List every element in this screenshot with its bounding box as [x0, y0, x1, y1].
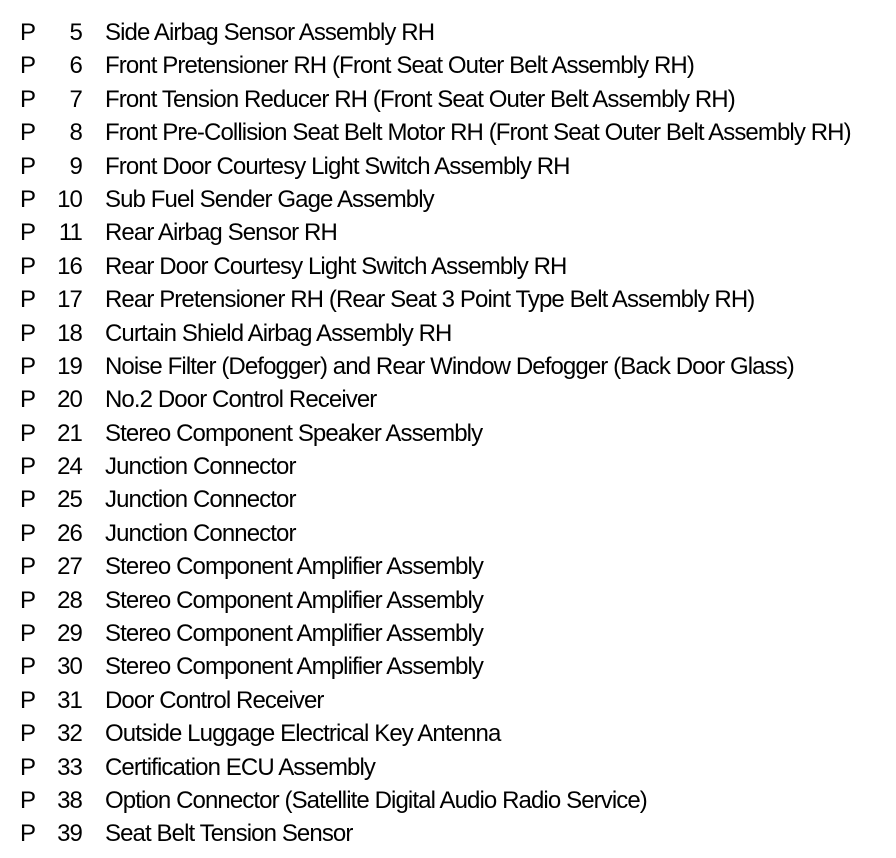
connector-code-letter: P	[20, 653, 36, 681]
component-name: Stereo Component Amplifier Assembly	[105, 620, 484, 648]
connector-code-number: 32	[57, 720, 82, 748]
list-item	[0, 550, 896, 583]
list-item	[0, 216, 896, 249]
connector-code-number: 28	[57, 586, 82, 614]
connector-code-number: 6	[69, 52, 82, 80]
connector-code-number: 11	[58, 219, 82, 247]
connector-code-letter: P	[20, 319, 36, 347]
connector-code-letter: P	[20, 486, 36, 514]
component-name: Curtain Shield Airbag Assembly RH	[105, 319, 452, 347]
list-item	[0, 617, 896, 650]
list-item	[0, 150, 896, 183]
component-name: Front Tension Reducer RH (Front Seat Outer Belt Assembly RH)	[105, 85, 735, 113]
component-name: Stereo Component Amplifier Assembly	[105, 653, 484, 681]
list-item	[0, 116, 896, 149]
component-name: Seat Belt Tension Sensor	[105, 820, 353, 848]
connector-code-letter: P	[20, 19, 36, 46]
connector-code-letter: P	[20, 586, 36, 614]
connector-code-letter: P	[20, 519, 36, 547]
component-name: Outside Luggage Electrical Key Antenna	[105, 720, 501, 748]
list-item	[0, 250, 896, 283]
connector-code-number: 26	[57, 519, 82, 547]
list-item	[0, 183, 896, 216]
connector-code-letter: P	[20, 352, 36, 380]
list-item	[0, 517, 896, 550]
connector-code-number: 38	[57, 786, 82, 814]
component-name: Side Airbag Sensor Assembly RH	[105, 19, 435, 46]
list-item	[0, 784, 896, 817]
connector-code-number: 30	[57, 653, 82, 681]
connector-code-number: 29	[57, 620, 82, 648]
connector-code-letter: P	[20, 152, 36, 180]
connector-code-letter: P	[20, 553, 36, 581]
list-item	[0, 83, 896, 116]
list-item	[0, 450, 896, 483]
connector-code-number: 20	[57, 386, 82, 414]
connector-code-number: 27	[57, 553, 82, 581]
list-item	[0, 283, 896, 316]
connector-code-letter: P	[20, 286, 36, 314]
connector-code-number: 19	[57, 352, 82, 380]
connector-code-number: 24	[57, 453, 82, 481]
connector-code-letter: P	[20, 185, 36, 213]
connector-code-letter: P	[20, 620, 36, 648]
component-name: Stereo Component Speaker Assembly	[105, 419, 483, 447]
list-item	[0, 817, 896, 850]
component-name: Noise Filter (Defogger) and Rear Window Defogger (Back Door Glass)	[105, 352, 794, 380]
connector-code-number: 7	[69, 85, 82, 113]
list-item	[0, 684, 896, 717]
connector-code-letter: P	[20, 419, 36, 447]
connector-code-number: 8	[69, 119, 82, 147]
component-name: Front Door Courtesy Light Switch Assembly RH	[105, 152, 570, 180]
connector-code-number: 18	[57, 319, 82, 347]
connector-code-letter: P	[20, 686, 36, 714]
connector-code-letter: P	[20, 720, 36, 748]
component-name: Front Pre-Collision Seat Belt Motor RH (Front Seat Outer Belt Assembly RH)	[105, 119, 851, 147]
list-item	[0, 317, 896, 350]
connector-code-letter: P	[20, 786, 36, 814]
list-item	[0, 584, 896, 617]
list-item	[0, 483, 896, 516]
connector-code-number: 16	[57, 252, 82, 280]
component-name: Rear Airbag Sensor RH	[105, 219, 337, 247]
component-name: Certification ECU Assembly	[105, 753, 376, 781]
connector-code-letter: P	[20, 252, 36, 280]
component-name: Junction Connector	[105, 486, 296, 514]
list-item	[0, 49, 896, 82]
connector-code-number: 25	[57, 486, 82, 514]
list-item	[0, 717, 896, 750]
list-item	[0, 16, 896, 49]
connector-code-number: 33	[57, 753, 82, 781]
connector-code-letter: P	[20, 820, 36, 848]
component-name: No.2 Door Control Receiver	[105, 386, 377, 414]
component-name: Junction Connector	[105, 519, 296, 547]
component-name: Junction Connector	[105, 453, 296, 481]
component-name: Rear Pretensioner RH (Rear Seat 3 Point Type Belt Assembly RH)	[105, 286, 755, 314]
connector-code-number: 9	[69, 152, 82, 180]
list-item	[0, 417, 896, 450]
component-name: Rear Door Courtesy Light Switch Assembly RH	[105, 252, 567, 280]
connector-list	[0, 16, 896, 851]
list-item	[0, 350, 896, 383]
connector-code-number: 39	[57, 820, 82, 848]
component-name: Sub Fuel Sender Gage Assembly	[105, 185, 434, 213]
connector-code-letter: P	[20, 386, 36, 414]
component-name: Stereo Component Amplifier Assembly	[105, 553, 484, 581]
list-item	[0, 751, 896, 784]
connector-code-number: 17	[57, 286, 82, 314]
connector-code-number: 21	[57, 419, 82, 447]
connector-code-number: 31	[57, 686, 82, 714]
connector-code-letter: P	[20, 119, 36, 147]
list-item	[0, 650, 896, 683]
component-name: Stereo Component Amplifier Assembly	[105, 586, 484, 614]
component-name: Option Connector (Satellite Digital Audio Radio Service)	[105, 786, 647, 814]
connector-code-letter: P	[20, 453, 36, 481]
connector-code-letter: P	[20, 753, 36, 781]
connector-code-letter: P	[20, 85, 36, 113]
connector-code-letter: P	[20, 52, 36, 80]
connector-code-number: 5	[69, 19, 82, 46]
component-name: Front Pretensioner RH (Front Seat Outer Belt Assembly RH)	[105, 52, 694, 80]
connector-code-letter: P	[20, 219, 36, 247]
connector-code-number: 10	[57, 185, 82, 213]
list-item	[0, 383, 896, 416]
component-name: Door Control Receiver	[105, 686, 324, 714]
